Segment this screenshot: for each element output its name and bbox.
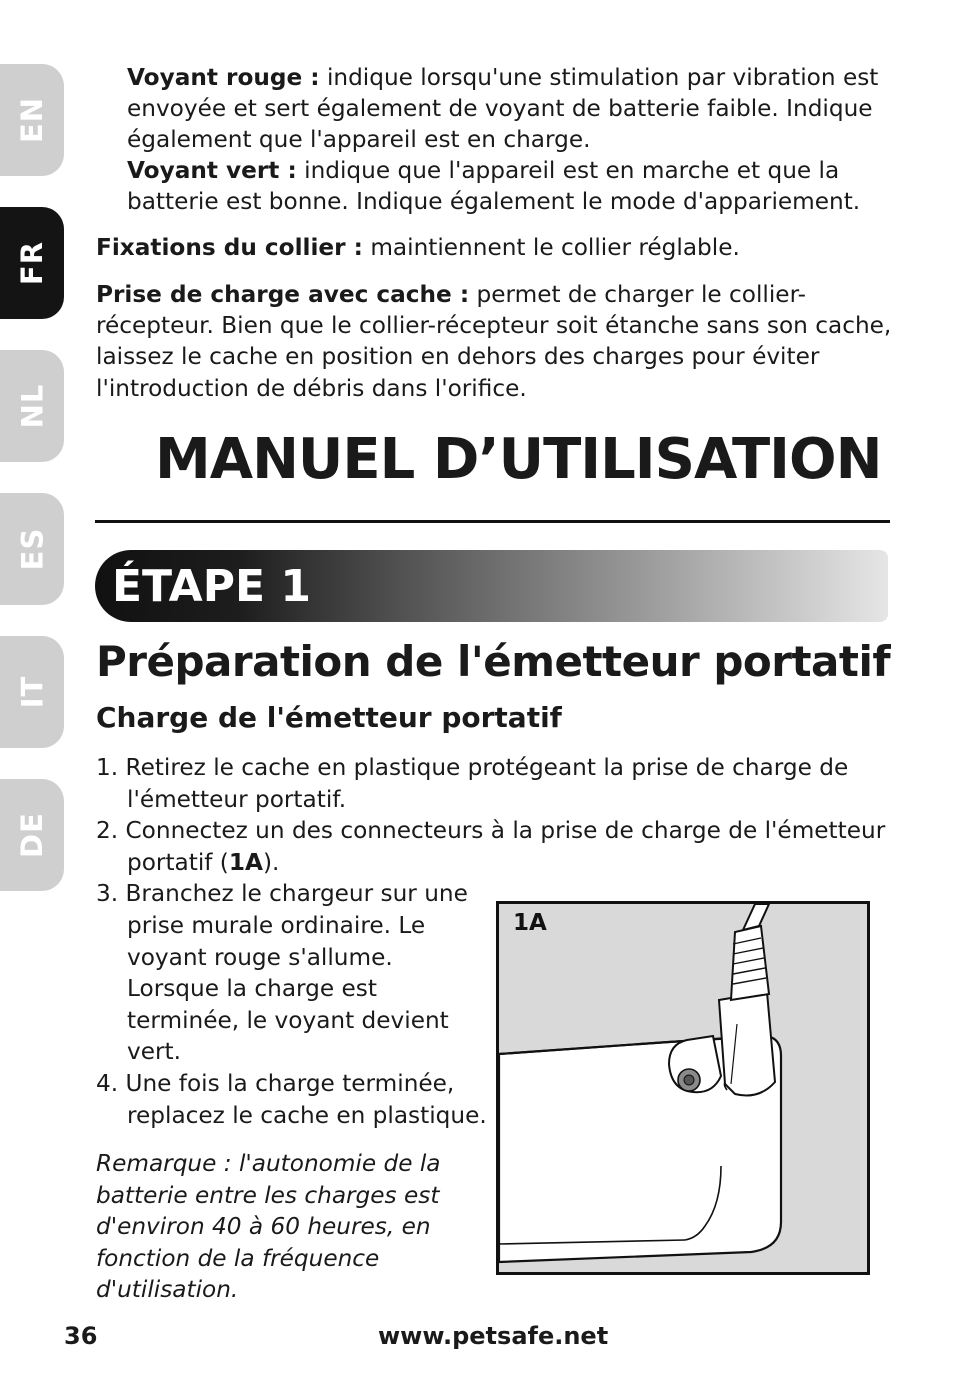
charge-port-paragraph [96, 279, 896, 404]
language-tab-en[interactable] [0, 64, 64, 176]
tab-label: EN [15, 96, 49, 144]
charge-port-text: permet de charger le collier-récepteur. Bien que le collier-récepteur soit étanche sans son cache, laissez le cache en position en dehors des charges pour éviter l'introduction de débris dans l'orifice. [96, 281, 892, 402]
figure-1a [496, 901, 870, 1275]
red-light-label: Voyant rouge : [127, 64, 320, 91]
tab-label: DE [14, 812, 49, 858]
list-item: 1. Retirez le cache en plastique protégeant la prise de charge de l'émetteur portatif. [96, 754, 849, 813]
green-light-text: indique que l'appareil est en marche et que la batterie est bonne. Indique également le mode d'appariement. [127, 157, 861, 216]
green-light-label: Voyant vert : [127, 157, 297, 184]
list-item [96, 815, 896, 878]
charger-illustration [499, 904, 867, 1272]
page-number: 36 [64, 1322, 98, 1350]
collar-fasteners-label: Fixations du collier : [96, 234, 363, 261]
list-item: 4. Une fois la charge terminée, replacez le cache en plastique. [96, 1069, 487, 1129]
step-label: ÉTAPE 1 [112, 561, 311, 612]
collar-fasteners-text: maintiennent le collier réglable. [362, 234, 740, 261]
charge-port-label: Prise de charge avec cache : [96, 281, 470, 308]
tab-label: ES [14, 527, 49, 571]
red-light-text: indique lorsqu'une stimulation par vibration est envoyée et sert également de voyant de batterie faible. Indique également que l'appareil est en charge. [127, 64, 879, 154]
green-light-paragraph [127, 155, 897, 217]
figure-reference: 1A [228, 848, 263, 876]
section-title: Préparation de l'émetteur portatif [96, 637, 891, 686]
language-tab-nl[interactable] [0, 350, 64, 462]
main-title: MANUEL D’UTILISATION [155, 427, 882, 492]
tab-label: NL [15, 383, 49, 429]
list-item: 3. Branchez le chargeur sur une prise murale ordinaire. Le voyant rouge s'allume. Lorsque la charge est terminée, le voyant devient vert. [96, 880, 468, 1066]
subsection-title: Charge de l'émetteur portatif [96, 701, 562, 734]
battery-note: Remarque : l'autonomie de la batterie entre les charges est d'environ 40 à 60 heures, en fonction de la fréquence d'utilisation. [96, 1150, 441, 1304]
step-2-text-end: ). [262, 848, 280, 876]
red-light-paragraph [127, 62, 897, 156]
language-tab-fr[interactable] [0, 207, 64, 319]
language-tab-de[interactable] [0, 779, 64, 891]
tab-label: FR [14, 240, 49, 286]
collar-fasteners-paragraph [96, 232, 896, 263]
tab-label: IT [14, 675, 49, 709]
divider [95, 520, 890, 523]
website-link[interactable]: www.petsafe.net [378, 1322, 609, 1350]
figure-label: 1A [513, 910, 547, 936]
language-tab-it[interactable] [0, 636, 64, 748]
step-2-text: 2. Connectez un des connecteurs à la prise de charge de l'émetteur portatif ( [96, 817, 886, 876]
language-tab-es[interactable] [0, 493, 64, 605]
